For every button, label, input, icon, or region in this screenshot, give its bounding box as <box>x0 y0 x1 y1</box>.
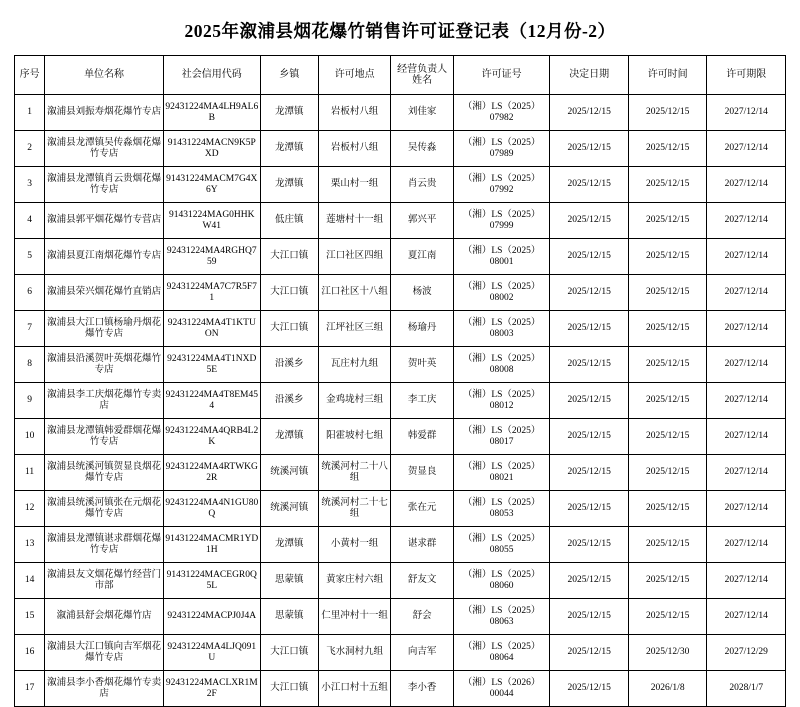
cell-town: 统溪河镇 <box>260 491 318 527</box>
cell-issue-date: 2025/12/15 <box>628 527 707 563</box>
cell-place: 小江口村十五组 <box>318 671 390 707</box>
table-row <box>15 203 786 239</box>
cell-unit-name: 溆浦县夏江南烟花爆竹专店 <box>45 239 164 275</box>
cell-decision-date: 2025/12/15 <box>550 671 629 707</box>
table-row <box>15 563 786 599</box>
cell-credit-code: 91431224MACM7G4X6Y <box>163 167 260 203</box>
cell-issue-date: 2025/12/15 <box>628 455 707 491</box>
table-body <box>15 95 786 707</box>
cell-decision-date: 2025/12/15 <box>550 383 629 419</box>
cell-person: 吴传淼 <box>391 131 453 167</box>
col-header-expiry-date: 许可期限 <box>707 56 786 95</box>
cell-unit-name: 溆浦县龙潭镇谌求群烟花爆竹专店 <box>45 527 164 563</box>
cell-index: 17 <box>15 671 45 707</box>
cell-decision-date: 2025/12/15 <box>550 419 629 455</box>
cell-issue-date: 2025/12/15 <box>628 563 707 599</box>
cell-town: 统溪河镇 <box>260 455 318 491</box>
cell-decision-date: 2025/12/15 <box>550 311 629 347</box>
cell-person: 李工庆 <box>391 383 453 419</box>
cell-unit-name: 溆浦县大江口镇向吉军烟花爆竹专店 <box>45 635 164 671</box>
table-row <box>15 419 786 455</box>
cell-place: 江口社区四组 <box>318 239 390 275</box>
cell-person: 刘佳家 <box>391 95 453 131</box>
cell-unit-name: 溆浦县大江口镇杨瑜丹烟花爆竹专店 <box>45 311 164 347</box>
cell-issue-date: 2025/12/30 <box>628 635 707 671</box>
cell-unit-name: 溆浦县李小香烟花爆竹专卖店 <box>45 671 164 707</box>
cell-license-no: （湘）LS（2026）00044 <box>453 671 550 707</box>
cell-person: 舒会 <box>391 599 453 635</box>
col-header-unit-name: 单位名称 <box>45 56 164 95</box>
cell-place: 小黄村一组 <box>318 527 390 563</box>
cell-license-no: （湘）LS（2025）08021 <box>453 455 550 491</box>
cell-credit-code: 92431224MACLXR1M2F <box>163 671 260 707</box>
cell-person: 向吉军 <box>391 635 453 671</box>
cell-license-no: （湘）LS（2025）08053 <box>453 491 550 527</box>
cell-expiry-date: 2027/12/14 <box>707 203 786 239</box>
col-header-license-no: 许可证号 <box>453 56 550 95</box>
cell-expiry-date: 2027/12/14 <box>707 347 786 383</box>
cell-credit-code: 92431224MA4T1NXD5E <box>163 347 260 383</box>
table-row <box>15 311 786 347</box>
cell-expiry-date: 2027/12/14 <box>707 563 786 599</box>
cell-person: 贺叶英 <box>391 347 453 383</box>
cell-town: 大江口镇 <box>260 671 318 707</box>
table-row <box>15 239 786 275</box>
cell-place: 飞水洞村九组 <box>318 635 390 671</box>
cell-town: 龙潭镇 <box>260 527 318 563</box>
cell-unit-name: 溆浦县友文烟花爆竹经营门市部 <box>45 563 164 599</box>
cell-issue-date: 2025/12/15 <box>628 167 707 203</box>
cell-person: 夏江南 <box>391 239 453 275</box>
cell-license-no: （湘）LS（2025）07982 <box>453 95 550 131</box>
table-row <box>15 491 786 527</box>
cell-town: 龙潭镇 <box>260 167 318 203</box>
cell-town: 沿溪乡 <box>260 383 318 419</box>
cell-town: 龙潭镇 <box>260 419 318 455</box>
cell-place: 金鸡垅村三组 <box>318 383 390 419</box>
cell-issue-date: 2025/12/15 <box>628 383 707 419</box>
cell-town: 沿溪乡 <box>260 347 318 383</box>
cell-license-no: （湘）LS（2025）08012 <box>453 383 550 419</box>
cell-unit-name: 溆浦县龙潭镇吴传淼烟花爆竹专店 <box>45 131 164 167</box>
cell-license-no: （湘）LS（2025）08063 <box>453 599 550 635</box>
cell-place: 瓦庄村九组 <box>318 347 390 383</box>
cell-town: 龙潭镇 <box>260 95 318 131</box>
cell-index: 8 <box>15 347 45 383</box>
cell-place: 统溪河村二十七组 <box>318 491 390 527</box>
cell-license-no: （湘）LS（2025）08008 <box>453 347 550 383</box>
cell-license-no: （湘）LS（2025）07992 <box>453 167 550 203</box>
cell-index: 1 <box>15 95 45 131</box>
cell-issue-date: 2025/12/15 <box>628 491 707 527</box>
cell-town: 低庄镇 <box>260 203 318 239</box>
cell-person: 舒友文 <box>391 563 453 599</box>
cell-place: 江口社区十八组 <box>318 275 390 311</box>
cell-issue-date: 2025/12/15 <box>628 419 707 455</box>
cell-expiry-date: 2027/12/14 <box>707 419 786 455</box>
cell-issue-date: 2025/12/15 <box>628 347 707 383</box>
cell-index: 6 <box>15 275 45 311</box>
cell-place: 栗山村一组 <box>318 167 390 203</box>
cell-credit-code: 91431224MAG0HHKW41 <box>163 203 260 239</box>
cell-place: 统溪河村二十八组 <box>318 455 390 491</box>
cell-unit-name: 溆浦县统溪河镇贺显良烟花爆竹专店 <box>45 455 164 491</box>
cell-unit-name: 溆浦县沿溪贺叶英烟花爆竹专店 <box>45 347 164 383</box>
cell-decision-date: 2025/12/15 <box>550 275 629 311</box>
cell-unit-name: 溆浦县统溪河镇张在元烟花爆竹专店 <box>45 491 164 527</box>
cell-expiry-date: 2027/12/14 <box>707 131 786 167</box>
cell-credit-code: 92431224MA7C7R5F71 <box>163 275 260 311</box>
cell-expiry-date: 2027/12/14 <box>707 455 786 491</box>
cell-license-no: （湘）LS（2025）08017 <box>453 419 550 455</box>
cell-place: 黄家庄村六组 <box>318 563 390 599</box>
cell-license-no: （湘）LS（2025）07989 <box>453 131 550 167</box>
cell-person: 杨波 <box>391 275 453 311</box>
table-row <box>15 275 786 311</box>
cell-index: 9 <box>15 383 45 419</box>
cell-unit-name: 溆浦县舒会烟花爆竹店 <box>45 599 164 635</box>
cell-issue-date: 2025/12/15 <box>628 599 707 635</box>
cell-index: 2 <box>15 131 45 167</box>
cell-index: 14 <box>15 563 45 599</box>
cell-decision-date: 2025/12/15 <box>550 563 629 599</box>
col-header-town: 乡镇 <box>260 56 318 95</box>
cell-person: 韩爱群 <box>391 419 453 455</box>
cell-unit-name: 溆浦县荣兴烟花爆竹直销店 <box>45 275 164 311</box>
cell-decision-date: 2025/12/15 <box>550 167 629 203</box>
cell-town: 思蒙镇 <box>260 563 318 599</box>
cell-index: 11 <box>15 455 45 491</box>
cell-decision-date: 2025/12/15 <box>550 455 629 491</box>
cell-person: 郭兴平 <box>391 203 453 239</box>
cell-unit-name: 溆浦县郭平烟花爆竹专营店 <box>45 203 164 239</box>
cell-person: 贺显良 <box>391 455 453 491</box>
cell-expiry-date: 2027/12/14 <box>707 95 786 131</box>
col-header-issue-date: 许可时间 <box>628 56 707 95</box>
cell-person: 李小香 <box>391 671 453 707</box>
cell-credit-code: 92431224MA4LH9AL6B <box>163 95 260 131</box>
cell-expiry-date: 2027/12/14 <box>707 599 786 635</box>
cell-index: 10 <box>15 419 45 455</box>
cell-unit-name: 溆浦县龙潭镇肖云贵烟花爆竹专店 <box>45 167 164 203</box>
col-header-place: 许可地点 <box>318 56 390 95</box>
cell-issue-date: 2025/12/15 <box>628 311 707 347</box>
cell-issue-date: 2025/12/15 <box>628 275 707 311</box>
cell-index: 16 <box>15 635 45 671</box>
cell-index: 7 <box>15 311 45 347</box>
cell-town: 大江口镇 <box>260 239 318 275</box>
cell-index: 5 <box>15 239 45 275</box>
cell-decision-date: 2025/12/15 <box>550 635 629 671</box>
cell-credit-code: 92431224MACPJ0J4A <box>163 599 260 635</box>
cell-license-no: （湘）LS（2025）07999 <box>453 203 550 239</box>
table-row <box>15 347 786 383</box>
cell-credit-code: 91431224MACN9K5PXD <box>163 131 260 167</box>
cell-person: 肖云贵 <box>391 167 453 203</box>
cell-town: 思蒙镇 <box>260 599 318 635</box>
table-row <box>15 131 786 167</box>
cell-unit-name: 溆浦县刘振寿烟花爆竹专店 <box>45 95 164 131</box>
table-header-row <box>15 56 786 95</box>
cell-index: 13 <box>15 527 45 563</box>
cell-index: 3 <box>15 167 45 203</box>
table-row <box>15 383 786 419</box>
cell-expiry-date: 2027/12/14 <box>707 239 786 275</box>
cell-license-no: （湘）LS（2025）08003 <box>453 311 550 347</box>
cell-person: 张在元 <box>391 491 453 527</box>
cell-index: 15 <box>15 599 45 635</box>
cell-issue-date: 2025/12/15 <box>628 131 707 167</box>
cell-decision-date: 2025/12/15 <box>550 347 629 383</box>
cell-license-no: （湘）LS（2025）08002 <box>453 275 550 311</box>
page-title: 2025年溆浦县烟花爆竹销售许可证登记表（12月份-2） <box>184 21 616 41</box>
cell-place: 仁里冲村十一组 <box>318 599 390 635</box>
cell-decision-date: 2025/12/15 <box>550 491 629 527</box>
cell-town: 大江口镇 <box>260 635 318 671</box>
cell-place: 阳霍坡村七组 <box>318 419 390 455</box>
cell-town: 大江口镇 <box>260 311 318 347</box>
cell-expiry-date: 2027/12/14 <box>707 383 786 419</box>
cell-expiry-date: 2027/12/14 <box>707 167 786 203</box>
cell-credit-code: 92431224MA4RTWKG2R <box>163 455 260 491</box>
cell-town: 大江口镇 <box>260 275 318 311</box>
cell-issue-date: 2025/12/15 <box>628 95 707 131</box>
cell-expiry-date: 2027/12/14 <box>707 275 786 311</box>
cell-license-no: （湘）LS（2025）08055 <box>453 527 550 563</box>
table-row <box>15 527 786 563</box>
cell-expiry-date: 2027/12/14 <box>707 311 786 347</box>
cell-place: 岩板村八组 <box>318 95 390 131</box>
cell-license-no: （湘）LS（2025）08060 <box>453 563 550 599</box>
cell-license-no: （湘）LS（2025）08064 <box>453 635 550 671</box>
cell-town: 龙潭镇 <box>260 131 318 167</box>
cell-person: 杨瑜丹 <box>391 311 453 347</box>
table-row <box>15 599 786 635</box>
cell-credit-code: 92431224MA4T1KTUON <box>163 311 260 347</box>
cell-expiry-date: 2028/1/7 <box>707 671 786 707</box>
cell-credit-code: 92431224MA4QRB4L2K <box>163 419 260 455</box>
cell-decision-date: 2025/12/15 <box>550 599 629 635</box>
table-row <box>15 95 786 131</box>
cell-decision-date: 2025/12/15 <box>550 239 629 275</box>
cell-unit-name: 溆浦县李工庆烟花爆竹专卖店 <box>45 383 164 419</box>
cell-credit-code: 92431224MA4T8EM454 <box>163 383 260 419</box>
cell-index: 12 <box>15 491 45 527</box>
cell-credit-code: 92431224MA4N1GU80Q <box>163 491 260 527</box>
cell-decision-date: 2025/12/15 <box>550 203 629 239</box>
cell-decision-date: 2025/12/15 <box>550 95 629 131</box>
cell-license-no: （湘）LS（2025）08001 <box>453 239 550 275</box>
cell-issue-date: 2026/1/8 <box>628 671 707 707</box>
cell-issue-date: 2025/12/15 <box>628 203 707 239</box>
cell-expiry-date: 2027/12/29 <box>707 635 786 671</box>
cell-place: 莲塘村十一组 <box>318 203 390 239</box>
cell-place: 江坪社区三组 <box>318 311 390 347</box>
cell-expiry-date: 2027/12/14 <box>707 491 786 527</box>
cell-person: 谌求群 <box>391 527 453 563</box>
cell-decision-date: 2025/12/15 <box>550 131 629 167</box>
table-row <box>15 635 786 671</box>
cell-decision-date: 2025/12/15 <box>550 527 629 563</box>
col-header-person: 经营负责人姓名 <box>391 56 453 95</box>
cell-place: 岩板村八组 <box>318 131 390 167</box>
license-registration-table <box>14 55 786 707</box>
cell-expiry-date: 2027/12/14 <box>707 527 786 563</box>
cell-issue-date: 2025/12/15 <box>628 239 707 275</box>
table-row <box>15 167 786 203</box>
cell-index: 4 <box>15 203 45 239</box>
cell-credit-code: 91431224MACEGR0Q5L <box>163 563 260 599</box>
cell-credit-code: 92431224MA4RGHQ759 <box>163 239 260 275</box>
table-row <box>15 455 786 491</box>
table-row <box>15 671 786 707</box>
col-header-credit-code: 社会信用代码 <box>163 56 260 95</box>
col-header-index: 序号 <box>15 56 45 95</box>
cell-unit-name: 溆浦县龙潭镇韩爱群烟花爆竹专店 <box>45 419 164 455</box>
col-header-decision-date: 决定日期 <box>550 56 629 95</box>
cell-credit-code: 92431224MA4LJQ091U <box>163 635 260 671</box>
cell-credit-code: 91431224MACMR1YD1H <box>163 527 260 563</box>
